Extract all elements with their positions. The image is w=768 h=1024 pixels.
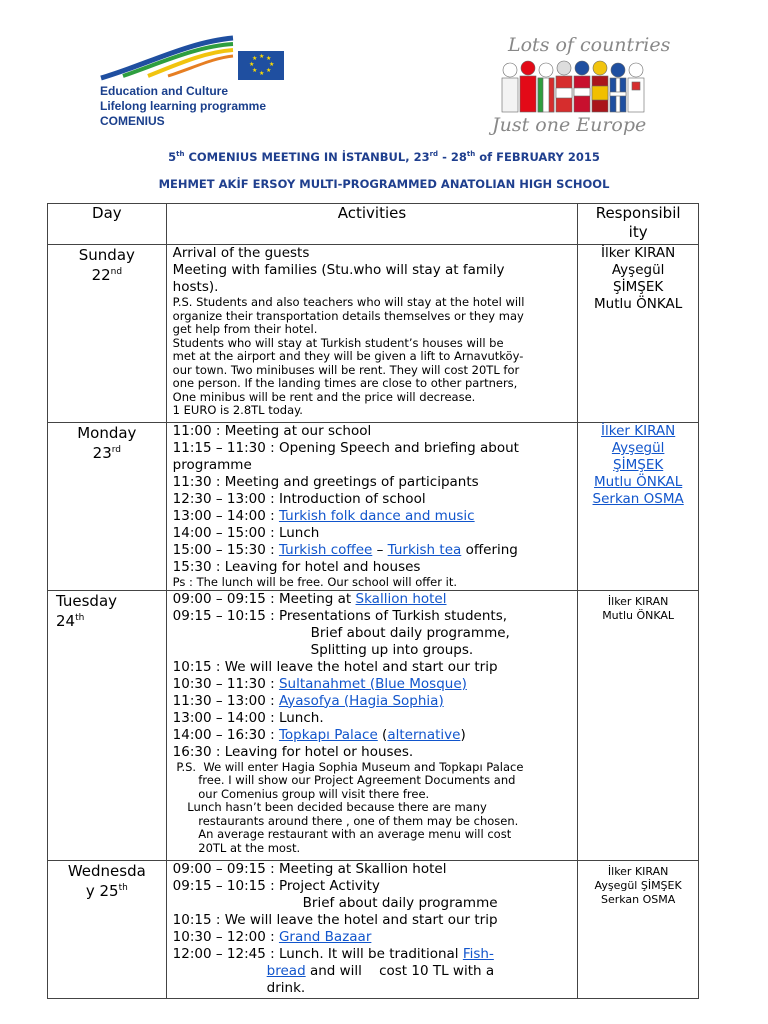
date-sup: th xyxy=(75,612,85,623)
responsible-name: Ayşegül ŞİMŞEK xyxy=(594,878,682,892)
note-line: P.S. Students and also teachers who will stay at the hotel will xyxy=(172,295,525,309)
activity-line: 09:15 – 10:15 : Project Activity xyxy=(172,877,380,894)
note-line: restaurants around there , one of them may be chosen. xyxy=(172,813,519,828)
date-sup: nd xyxy=(110,267,123,277)
table-row-monday xyxy=(48,423,699,591)
meeting-title xyxy=(0,150,768,164)
activity-line: Splitting up into groups. xyxy=(310,641,474,658)
day-name: Monday xyxy=(77,424,137,442)
folk-dance-link[interactable]: Turkish folk dance and music xyxy=(278,508,475,524)
day-cell xyxy=(48,423,167,591)
day-date xyxy=(56,610,166,630)
title-sup: th xyxy=(176,150,185,159)
title-part: - 28 xyxy=(438,150,467,164)
title-part: 5 xyxy=(168,150,177,164)
grand-bazaar-link[interactable]: Grand Bazaar xyxy=(278,928,372,945)
swoosh-icon xyxy=(93,32,243,84)
activity-line: programme xyxy=(172,457,252,473)
activity-line: 11:15 – 11:30 : Opening Speech and briefing about xyxy=(172,440,519,456)
header-responsibility-line: Responsibil xyxy=(595,204,681,222)
activity-text: and will cost 10 TL with a xyxy=(305,962,495,979)
note-line: An average restaurant with an average menu will cost xyxy=(172,827,512,841)
title-part: COMENIUS MEETING IN İSTANBUL, 23 xyxy=(184,150,430,164)
time-text: 13:00 – 14:00 : xyxy=(172,508,279,524)
time-text: 11:30 – 13:00 : xyxy=(172,692,279,709)
table-header-row xyxy=(48,204,699,245)
activity-line: Meeting with families (Stu.who will stay at family xyxy=(172,262,505,278)
header-activities: Activities xyxy=(166,204,578,245)
date-sup: rd xyxy=(111,445,122,455)
activities-cell xyxy=(166,423,578,591)
activities-cell xyxy=(166,860,578,998)
note-line: P.S. We will enter Hagia Sophia Museum and Topkapı Palace xyxy=(172,759,524,774)
header-responsibility xyxy=(578,204,699,245)
note-line: Students who will stay at Turkish student’s houses will be xyxy=(172,335,504,350)
header-responsibility-line: ity xyxy=(628,223,648,241)
hagia-sophia-link[interactable]: Ayasofya (Hagia Sophia) xyxy=(278,692,444,709)
note-line: organize their transportation details themselves or they may xyxy=(172,308,524,323)
activity-line: 11:00 : Meeting at our school xyxy=(172,423,372,439)
activity-line: Brief about daily programme, xyxy=(310,624,510,641)
time-text: 10:30 – 11:30 : xyxy=(172,675,279,692)
responsible-name: ŞİMŞEK xyxy=(613,279,664,295)
activity-line: 13:00 – 14:00 : Lunch. xyxy=(172,709,324,726)
table-row-wednesday xyxy=(48,860,699,998)
note-line: Ps : The lunch will be free. Our school will offer it. xyxy=(172,575,457,589)
lots-of-countries-logo xyxy=(486,30,672,142)
note-line: one person. If the landing times are close to other partners, xyxy=(172,376,518,390)
activity-line xyxy=(173,591,574,608)
responsible-link[interactable]: Mutlu ÖNKAL xyxy=(594,474,683,490)
date-number: 24 xyxy=(56,611,76,630)
header-day: Day xyxy=(48,204,167,245)
activity-line xyxy=(173,508,574,525)
day-date xyxy=(48,442,166,462)
note-line: One minibus will be rent and the price will decrease. xyxy=(172,389,476,404)
note-line: free. I will show our Project Agreement Documents and xyxy=(172,773,516,787)
date-number: 22 xyxy=(91,266,111,284)
activity-line: 16:30 : Leaving for hotel or houses. xyxy=(172,743,414,760)
responsible-name: İlker KIRAN xyxy=(607,594,669,608)
activity-line xyxy=(173,542,574,559)
blue-mosque-link[interactable]: Sultanahmet (Blue Mosque) xyxy=(278,675,467,692)
activity-line: 09:00 – 09:15 : Meeting at Skallion hotel xyxy=(172,860,447,877)
topkapi-palace-link[interactable]: Topkapı Palace xyxy=(278,726,378,743)
logo-text xyxy=(100,84,266,129)
fish-bread-link[interactable]: Fish- xyxy=(462,945,494,962)
note-line: 1 EURO is 2.8TL today. xyxy=(172,403,303,417)
skallion-hotel-link[interactable]: Skallion hotel xyxy=(355,590,447,607)
day-name: Sunday xyxy=(78,246,135,264)
responsible-link[interactable]: Serkan OSMA xyxy=(592,491,684,507)
responsible-name: İlker KIRAN xyxy=(601,245,676,261)
logo-line: COMENIUS xyxy=(100,114,165,128)
time-text: 09:00 – 09:15 : Meeting at xyxy=(172,590,356,607)
time-text: 12:00 – 12:45 : Lunch. It will be traditional xyxy=(172,945,463,962)
time-text: 15:00 – 15:30 : xyxy=(172,542,279,558)
note-line: met at the airport and they will be given a lift to Arnavutköy- xyxy=(172,349,524,363)
activity-line xyxy=(173,929,574,946)
paren-text: ) xyxy=(460,726,466,743)
note-line: get help from their hotel. xyxy=(172,322,318,336)
eu-flag-icon: ★ ★ ★ ★ ★ ★ ★ ★ xyxy=(238,51,284,80)
table-row-tuesday xyxy=(48,590,699,860)
logo-line: Lifelong learning programme xyxy=(100,99,267,113)
title-sup: rd xyxy=(429,150,439,159)
time-text: 14:00 – 16:30 : xyxy=(172,726,279,743)
responsible-name: Serkan OSMA xyxy=(600,892,676,906)
alternative-link[interactable]: alternative xyxy=(387,726,461,743)
activity-line xyxy=(173,727,574,744)
activity-line: Arrival of the guests xyxy=(172,245,310,261)
school-name: MEHMET AKİF ERSOY MULTI-PROGRAMMED ANATOLIAN HIGH SCHOOL xyxy=(158,177,610,191)
activity-line: drink. xyxy=(266,979,306,996)
fish-bread-link[interactable]: bread xyxy=(266,962,306,979)
activity-line: Brief about daily programme xyxy=(302,894,498,911)
activity-line xyxy=(173,963,574,980)
day-name: Wednesda xyxy=(67,861,146,880)
responsibility-cell xyxy=(578,860,699,998)
responsible-name: Ayşegül xyxy=(611,262,665,278)
responsibility-cell xyxy=(578,245,699,423)
time-text: 10:30 – 12:00 : xyxy=(172,928,279,945)
responsible-name: Mutlu ÖNKAL xyxy=(594,296,683,312)
day-date xyxy=(48,264,166,284)
turkish-tea-link[interactable]: Turkish tea xyxy=(387,542,462,558)
activity-line: 09:15 – 10:15 : Presentations of Turkish students, xyxy=(172,607,508,624)
paren-text: ( xyxy=(377,726,388,743)
activity-text: offering xyxy=(461,542,518,558)
activity-line: 15:30 : Leaving for hotel and houses xyxy=(172,559,421,575)
responsible-link[interactable]: Ayşegül xyxy=(611,440,665,456)
title-sup: th xyxy=(466,150,476,159)
schedule-table xyxy=(47,203,699,999)
table-row-sunday xyxy=(48,245,699,423)
day-cell xyxy=(48,590,167,860)
responsible-name: İlker KIRAN xyxy=(607,864,669,878)
date-number: y 25 xyxy=(85,881,119,900)
note-line: 20TL at the most. xyxy=(172,840,301,855)
separator-text: – xyxy=(372,542,388,558)
responsible-link[interactable]: İlker KIRAN xyxy=(601,423,676,439)
activity-line xyxy=(173,676,574,693)
activity-line: 11:30 : Meeting and greetings of participants xyxy=(172,474,479,490)
activities-cell xyxy=(166,590,578,860)
responsibility-cell xyxy=(578,590,699,860)
responsible-name: Mutlu ÖNKAL xyxy=(602,608,675,622)
activity-line: 10:15 : We will leave the hotel and start our trip xyxy=(172,658,498,675)
day-cell xyxy=(48,860,167,998)
logo-bottom-text: Just one Europe xyxy=(492,114,647,136)
activity-line xyxy=(173,946,574,963)
responsible-link[interactable]: ŞİMŞEK xyxy=(613,457,664,473)
activity-line: 10:15 : We will leave the hotel and start our trip xyxy=(172,911,498,928)
day-date xyxy=(48,880,166,900)
note-line: Lunch hasn’t been decided because there are many xyxy=(172,800,487,814)
logo-line: Education and Culture xyxy=(100,84,229,98)
title-part: of FEBRUARY 2015 xyxy=(475,150,600,164)
turkish-coffee-link[interactable]: Turkish coffee xyxy=(278,542,373,558)
responsibility-cell xyxy=(578,423,699,591)
date-sup: th xyxy=(118,882,128,893)
activity-line: 12:30 – 13:00 : Introduction of school xyxy=(172,491,426,507)
note-line: our Comenius group will visit there free. xyxy=(172,786,430,801)
activity-line xyxy=(173,693,574,710)
activity-line: 14:00 – 15:00 : Lunch xyxy=(172,525,320,541)
day-name: Tuesday xyxy=(56,591,118,610)
day-cell xyxy=(48,245,167,423)
logo-top-text: Lots of countries xyxy=(508,34,671,56)
note-line: our town. Two minibuses will be rent. They will cost 20TL for xyxy=(172,362,520,377)
activity-line: hosts). xyxy=(172,279,219,295)
activities-cell xyxy=(166,245,578,423)
date-number: 23 xyxy=(92,444,112,462)
